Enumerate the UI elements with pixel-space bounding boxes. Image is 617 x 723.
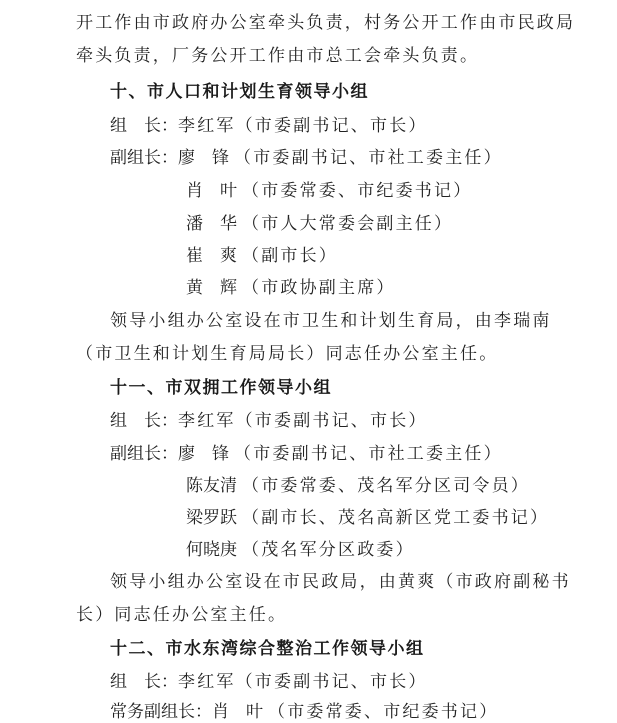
leader-label: 组 长： bbox=[110, 411, 178, 431]
deputy-name: 崔 爽 bbox=[186, 246, 237, 266]
leader-name: 李红军 bbox=[178, 672, 236, 692]
exec-deputy-label: 常务副组长： bbox=[110, 702, 212, 722]
deputy-name: 黄 辉 bbox=[186, 278, 237, 298]
deputy-title: （市委副书记、市社工委主任） bbox=[234, 148, 503, 168]
deputy-title: （副市长） bbox=[242, 246, 338, 266]
deputy-name: 梁罗跃 bbox=[186, 508, 237, 528]
section-12-heading: 十二、市水东湾综合整治工作领导小组 bbox=[110, 639, 425, 659]
leader-title: （市委副书记、市长） bbox=[235, 672, 428, 692]
section-11-heading: 十一、市双拥工作领导小组 bbox=[110, 378, 332, 398]
section-11-deputy-row bbox=[186, 507, 549, 529]
section-10-deputy-row bbox=[186, 213, 453, 235]
deputy-label: 副组长： bbox=[110, 148, 178, 168]
deputy-name: 陈友清 bbox=[186, 476, 237, 496]
deputy-title: （市人大常委会副主任） bbox=[242, 214, 454, 234]
exec-deputy-name: 肖 叶 bbox=[212, 702, 263, 722]
deputy-title: （副市长、茂名高新区党工委书记） bbox=[242, 508, 550, 528]
deputy-label: 副组长： bbox=[110, 444, 178, 464]
section-10-leader-row bbox=[110, 115, 428, 137]
section-10-heading: 十、市人口和计划生育领导小组 bbox=[110, 82, 369, 102]
section-10-deputy-row bbox=[110, 147, 503, 169]
exec-deputy-title: （市委常委、市纪委书记） bbox=[268, 702, 499, 722]
intro-line-1: 开工作由市政府办公室牵头负责，村务公开工作由市民政局 bbox=[76, 13, 576, 33]
section-11-deputy-row bbox=[186, 475, 530, 497]
section-10-office-line-2: （市卫生和计划生育局局长）同志任办公室主任。 bbox=[76, 344, 499, 364]
leader-title: （市委副书记、市长） bbox=[235, 411, 428, 431]
section-10-deputy-row bbox=[186, 245, 338, 267]
section-11-office-line-1: 领导小组办公室设在市民政局，由黄爽（市政府副秘书 bbox=[110, 572, 571, 592]
section-10-office-line-1: 领导小组办公室设在市卫生和计划生育局，由李瑞南 bbox=[110, 311, 552, 331]
deputy-title: （市委常委、茂名军分区司令员） bbox=[242, 476, 530, 496]
leader-label: 组 长： bbox=[110, 672, 178, 692]
section-10-deputy-row bbox=[186, 277, 396, 299]
section-11-deputy-row bbox=[186, 539, 415, 561]
section-10-deputy-row bbox=[186, 180, 472, 202]
leader-title: （市委副书记、市长） bbox=[235, 116, 428, 136]
section-11-deputy-row bbox=[110, 443, 503, 465]
deputy-name: 廖 锋 bbox=[178, 444, 229, 464]
section-12-exec-deputy-row bbox=[110, 701, 498, 723]
intro-line-2: 牵头负责，厂务公开工作由市总工会牵头负责。 bbox=[76, 46, 480, 66]
deputy-title: （市委常委、市纪委书记） bbox=[242, 181, 473, 201]
section-12-leader-row bbox=[110, 671, 428, 693]
section-11-leader-row bbox=[110, 410, 428, 432]
leader-name: 李红军 bbox=[178, 116, 236, 136]
leader-name: 李红军 bbox=[178, 411, 236, 431]
deputy-name: 何晓庚 bbox=[186, 540, 237, 560]
deputy-name: 廖 锋 bbox=[178, 148, 229, 168]
deputy-title: （市政协副主席） bbox=[242, 278, 396, 298]
deputy-name: 肖 叶 bbox=[186, 181, 237, 201]
deputy-title: （茂名军分区政委） bbox=[242, 540, 415, 560]
leader-label: 组 长： bbox=[110, 116, 178, 136]
deputy-title: （市委副书记、市社工委主任） bbox=[234, 444, 503, 464]
section-11-office-line-2: 长）同志任办公室主任。 bbox=[76, 605, 288, 625]
deputy-name: 潘 华 bbox=[186, 214, 237, 234]
